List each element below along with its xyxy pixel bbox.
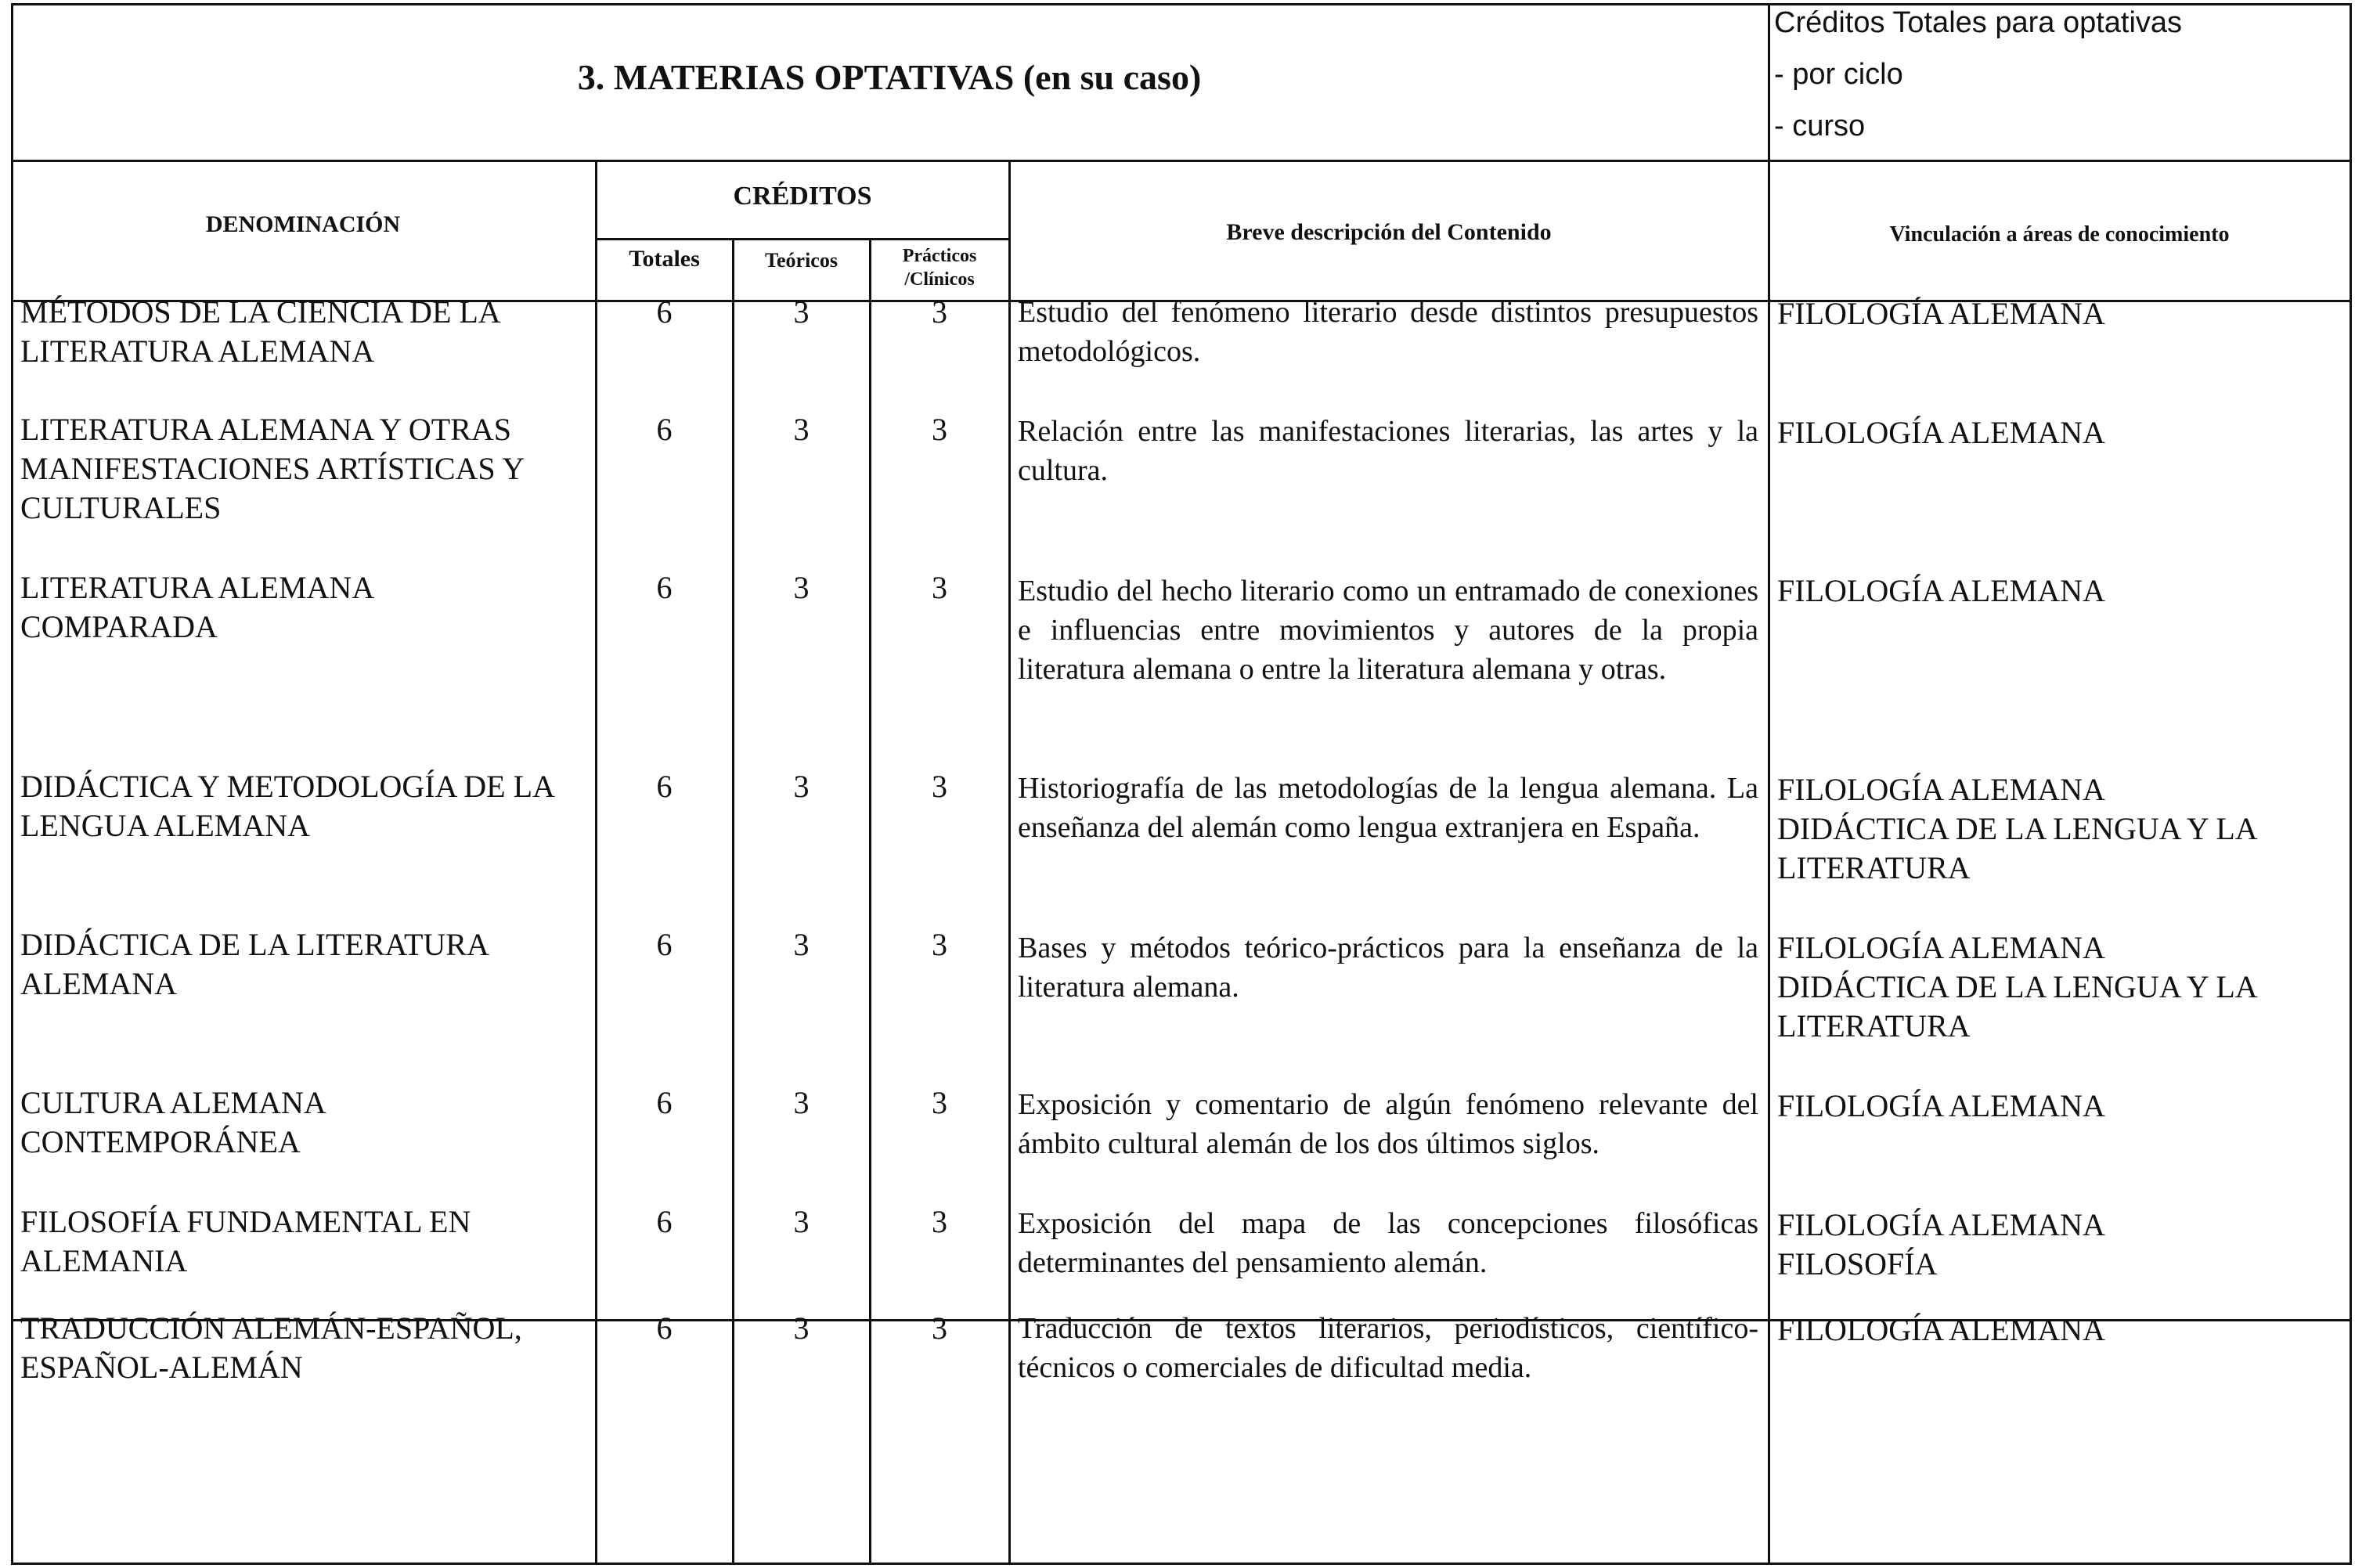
row-3-practicos: 3 [932,570,947,605]
row-6-denominacion [20,1083,592,1162]
row-8-practicos: 3 [932,1310,947,1346]
row-7-practicos: 3 [932,1204,947,1239]
row-8-totales: 6 [656,1310,673,1346]
row-1-denominacion [20,293,592,371]
row-8-teoricos: 3 [793,1310,810,1346]
row-2-practicos: 3 [932,412,947,447]
row-8-name-line: TRADUCCIÓN ALEMÁN-ESPAÑOL, [20,1310,522,1346]
row-1-name-line: MÉTODOS DE LA CIENCIA DE LA [20,294,501,330]
row-2-areas [1777,413,2345,452]
row-3-area: FILOLOGÍA ALEMANA [1777,573,2105,608]
row-8-name-line: ESPAÑOL-ALEMÁN [20,1350,303,1385]
row-6-practicos: 3 [932,1085,947,1120]
row-2-descripcion: Relación entre las manifestaciones literarias, las artes y la cultura. [1018,415,1758,487]
side-note-line: Créditos Totales para optativas [1774,6,2183,39]
right-rule [2350,3,2352,1565]
row-3-name-line: LITERATURA ALEMANA [20,570,375,605]
row-4-descripcion: Historiografía de las metodologías de la lengua alemana. La enseñanza del alemán como lengua extranjera en España. [1018,772,1758,844]
row-7-area: FILOLOGÍA ALEMANA [1777,1207,2105,1242]
row-3-name-line: COMPARADA [20,609,218,644]
row-2-area: FILOLOGÍA ALEMANA [1777,415,2105,450]
col-header-practicos [871,244,1008,291]
header-bottom-rule [11,160,2352,162]
row-4-area: DIDÁCTICA DE LA LENGUA Y LA [1777,811,2258,846]
row-1-areas [1777,294,2345,333]
row-2-teoricos: 3 [793,412,810,447]
col-divider-4 [1008,160,1011,1565]
row-5-denominacion [20,925,592,1004]
row-3-areas [1777,571,2345,611]
row-6-name-line: CONTEMPORÁNEA [20,1124,301,1159]
row-5-areas [1777,928,2345,1046]
header-side-divider [1768,3,1770,162]
row-7-name-line: ALEMANIA [20,1243,188,1278]
row-8-areas [1777,1310,2345,1350]
row-2-denominacion [20,410,592,528]
row-5-area: LITERATURA [1777,1008,1971,1044]
row-3-teoricos: 3 [793,570,810,605]
row-8-area: FILOLOGÍA ALEMANA [1777,1312,2105,1347]
row-3-descripcion: Estudio del hecho literario como un entramado de conexiones e influencias entre movimientos y autores de la propia literatura alemana o entre la literatura alemana y otras. [1018,575,1758,686]
col-divider-1 [595,160,597,1565]
col-divider-5 [1768,160,1770,1565]
row-4-teoricos: 3 [793,769,810,804]
row-8-denominacion [20,1309,592,1387]
row-7-areas [1777,1206,2345,1284]
row-1-teoricos: 3 [793,294,810,330]
col-header-descripcion: Breve descripción del Contenido [1226,219,1552,245]
row-6-areas [1777,1087,2345,1126]
row-1-totales: 6 [656,294,673,330]
row-6-area: FILOLOGÍA ALEMANA [1777,1088,2105,1123]
row-5-totales: 6 [656,927,673,962]
col-header-creditos: CRÉDITOS [733,182,872,211]
row-8-descripcion: Traducción de textos literarios, periodísticos, científico-técnicos o comerciales de dificultad media. [1018,1312,1758,1384]
row-2-name-line: LITERATURA ALEMANA Y OTRAS [20,412,512,447]
row-7-denominacion [20,1202,592,1281]
row-7-teoricos: 3 [793,1204,810,1239]
row-4-area: LITERATURA [1777,850,1971,885]
row-4-practicos: 3 [932,769,947,804]
col-header-teoricos: Teóricos [765,249,838,272]
row-4-denominacion [20,767,592,845]
col-header-practicos-line: Prácticos [902,246,977,266]
row-7-name-line: FILOSOFÍA FUNDAMENTAL EN [20,1204,471,1239]
side-note-line: - por ciclo [1774,58,1903,91]
bottom-rule [11,1563,2352,1565]
creditos-divider [597,238,1008,240]
row-5-area: FILOLOGÍA ALEMANA [1777,930,2105,965]
row-1-descripcion: Estudio del fenómeno literario desde distintos presupuestos metodológicos. [1018,296,1758,368]
row-7-totales: 6 [656,1204,673,1239]
row-2-name-line: MANIFESTACIONES ARTÍSTICAS Y [20,451,525,486]
row-6-name-line: CULTURA ALEMANA [20,1085,326,1120]
row-4-name-line: DIDÁCTICA Y METODOLOGÍA DE LA [20,769,555,804]
page-title: 3. MATERIAS OPTATIVAS (en su caso) [577,57,1202,97]
row-6-totales: 6 [656,1085,673,1120]
row-1-area: FILOLOGÍA ALEMANA [1777,296,2105,331]
row-7-descripcion: Exposición del mapa de las concepciones filosóficas determinantes del pensamiento alemán. [1018,1207,1758,1279]
row-6-teoricos: 3 [793,1085,810,1120]
row-3-totales: 6 [656,570,673,605]
side-note [1774,0,2346,152]
side-note-line: - curso [1774,110,1866,142]
row-5-name-line: ALEMANA [20,966,177,1001]
row-4-area: FILOLOGÍA ALEMANA [1777,772,2105,807]
row-2-totales: 6 [656,412,673,447]
row-1-practicos: 3 [932,294,947,330]
row-5-name-line: DIDÁCTICA DE LA LITERATURA [20,927,489,962]
row-3-denominacion [20,568,592,647]
row-4-totales: 6 [656,769,673,804]
row-5-area: DIDÁCTICA DE LA LENGUA Y LA [1777,969,2258,1004]
row-4-name-line: LENGUA ALEMANA [20,808,310,843]
row-5-teoricos: 3 [793,927,810,962]
row-1-name-line: LITERATURA ALEMANA [20,333,375,369]
row-5-practicos: 3 [932,927,947,962]
row-4-areas [1777,770,2345,888]
col-header-vinculacion: Vinculación a áreas de conocimiento [1889,222,2230,247]
col-header-practicos-line: /Clínicos [904,269,975,290]
row-2-name-line: CULTURALES [20,490,222,525]
row-7-area: FILOSOFÍA [1777,1246,1938,1281]
col-header-denominacion: DENOMINACIÓN [205,211,401,237]
col-header-totales: Totales [629,246,700,272]
row-5-descripcion: Bases y métodos teórico-prácticos para la enseñanza de la literatura alemana. [1018,932,1758,1004]
row-6-descripcion: Exposición y comentario de algún fenómeno relevante del ámbito cultural alemán de los dos últimos siglos. [1018,1088,1758,1160]
